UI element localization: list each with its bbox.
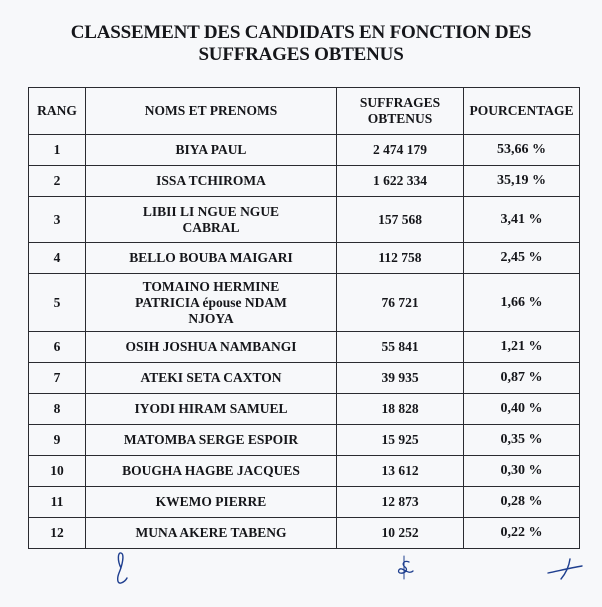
cell-suffrages: 15 925 (337, 425, 464, 456)
cell-rang: 7 (29, 363, 86, 394)
cell-suffrages: 76 721 (337, 274, 464, 332)
cell-pourcentage: 0,87 % (464, 363, 580, 394)
header-suffrages-line2: OBTENUS (367, 111, 433, 126)
table-row (29, 332, 580, 363)
nom-line: IYODI HIRAM SAMUEL (134, 401, 288, 416)
nom-line: MATOMBA SERGE ESPOIR (123, 432, 299, 447)
cell-pourcentage: 53,66 % (464, 135, 580, 166)
cell-rang: 12 (29, 518, 86, 549)
header-pourcentage: POURCENTAGE (464, 88, 580, 135)
nom-line: BOUGHA HAGBE JACQUES (122, 463, 300, 478)
nom-line: ISSA TCHIROMA (156, 173, 266, 188)
nom-line: PATRICIA épouse NDAM (135, 294, 287, 310)
cell-pourcentage: 0,35 % (464, 425, 580, 456)
cell-suffrages: 13 612 (337, 456, 464, 487)
signature-left-icon (118, 553, 127, 583)
table-row (29, 197, 580, 243)
cell-nom (86, 363, 337, 394)
nom-line: BELLO BOUBA MAIGARI (129, 250, 293, 265)
cell-rang: 4 (29, 243, 86, 274)
cell-suffrages: 1 622 334 (337, 166, 464, 197)
cell-pourcentage: 0,22 % (464, 518, 580, 549)
table-row (29, 135, 580, 166)
table-row (29, 166, 580, 197)
cell-pourcentage: 1,66 % (464, 274, 580, 332)
cell-rang: 2 (29, 166, 86, 197)
cell-suffrages: 39 935 (337, 363, 464, 394)
cell-rang: 6 (29, 332, 86, 363)
nom-line: MUNA AKERE TABENG (135, 525, 287, 540)
nom-line: BIYA PAUL (175, 142, 247, 157)
cell-suffrages: 55 841 (337, 332, 464, 363)
results-table (28, 87, 580, 549)
signature-middle-icon (399, 556, 413, 579)
table-row (29, 243, 580, 274)
cell-nom (86, 166, 337, 197)
cell-nom (86, 425, 337, 456)
nom-line: NJOYA (188, 310, 234, 326)
cell-pourcentage: 0,40 % (464, 394, 580, 425)
nom-line: CABRAL (182, 219, 240, 235)
cell-pourcentage: 3,41 % (464, 197, 580, 243)
cell-nom (86, 456, 337, 487)
nom-line: LIBII LI NGUE NGUE (142, 203, 280, 219)
cell-pourcentage: 0,30 % (464, 456, 580, 487)
cell-nom (86, 487, 337, 518)
table-row (29, 274, 580, 332)
cell-suffrages: 18 828 (337, 394, 464, 425)
nom-line: OSIH JOSHUA NAMBANGI (125, 339, 297, 354)
cell-pourcentage: 2,45 % (464, 243, 580, 274)
cell-nom (86, 197, 337, 243)
cell-rang: 11 (29, 487, 86, 518)
table-row (29, 394, 580, 425)
cell-suffrages: 2 474 179 (337, 135, 464, 166)
cell-suffrages: 10 252 (337, 518, 464, 549)
table-row (29, 425, 580, 456)
cell-rang: 10 (29, 456, 86, 487)
page-title (0, 22, 602, 66)
cell-pourcentage: 0,28 % (464, 487, 580, 518)
cell-rang: 3 (29, 197, 86, 243)
header-rang: RANG (29, 88, 86, 135)
header-row (29, 88, 580, 135)
table-row (29, 363, 580, 394)
cell-suffrages: 157 568 (337, 197, 464, 243)
cell-rang: 5 (29, 274, 86, 332)
cell-nom (86, 332, 337, 363)
cell-rang: 9 (29, 425, 86, 456)
cell-nom (86, 394, 337, 425)
cell-pourcentage: 35,19 % (464, 166, 580, 197)
cell-pourcentage: 1,21 % (464, 332, 580, 363)
cell-nom (86, 274, 337, 332)
table-row (29, 487, 580, 518)
cell-rang: 1 (29, 135, 86, 166)
cell-suffrages: 12 873 (337, 487, 464, 518)
title-line-2: SUFFRAGES OBTENUS (198, 44, 404, 65)
header-suffrages-line1: SUFFRAGES (359, 95, 441, 110)
title-line-1: CLASSEMENT DES CANDIDATS EN FONCTION DES (70, 22, 532, 43)
cell-nom (86, 135, 337, 166)
cell-suffrages: 112 758 (337, 243, 464, 274)
nom-line: KWEMO PIERRE (155, 494, 267, 509)
table-row (29, 456, 580, 487)
header-suffrages (337, 88, 464, 135)
cell-nom (86, 243, 337, 274)
nom-line: TOMAINO HERMINE (142, 278, 280, 294)
signature-right-icon (548, 559, 582, 579)
nom-line: ATEKI SETA CAXTON (140, 370, 282, 385)
header-noms: NOMS ET PRENOMS (86, 88, 337, 135)
signatures-area (0, 540, 602, 607)
cell-rang: 8 (29, 394, 86, 425)
